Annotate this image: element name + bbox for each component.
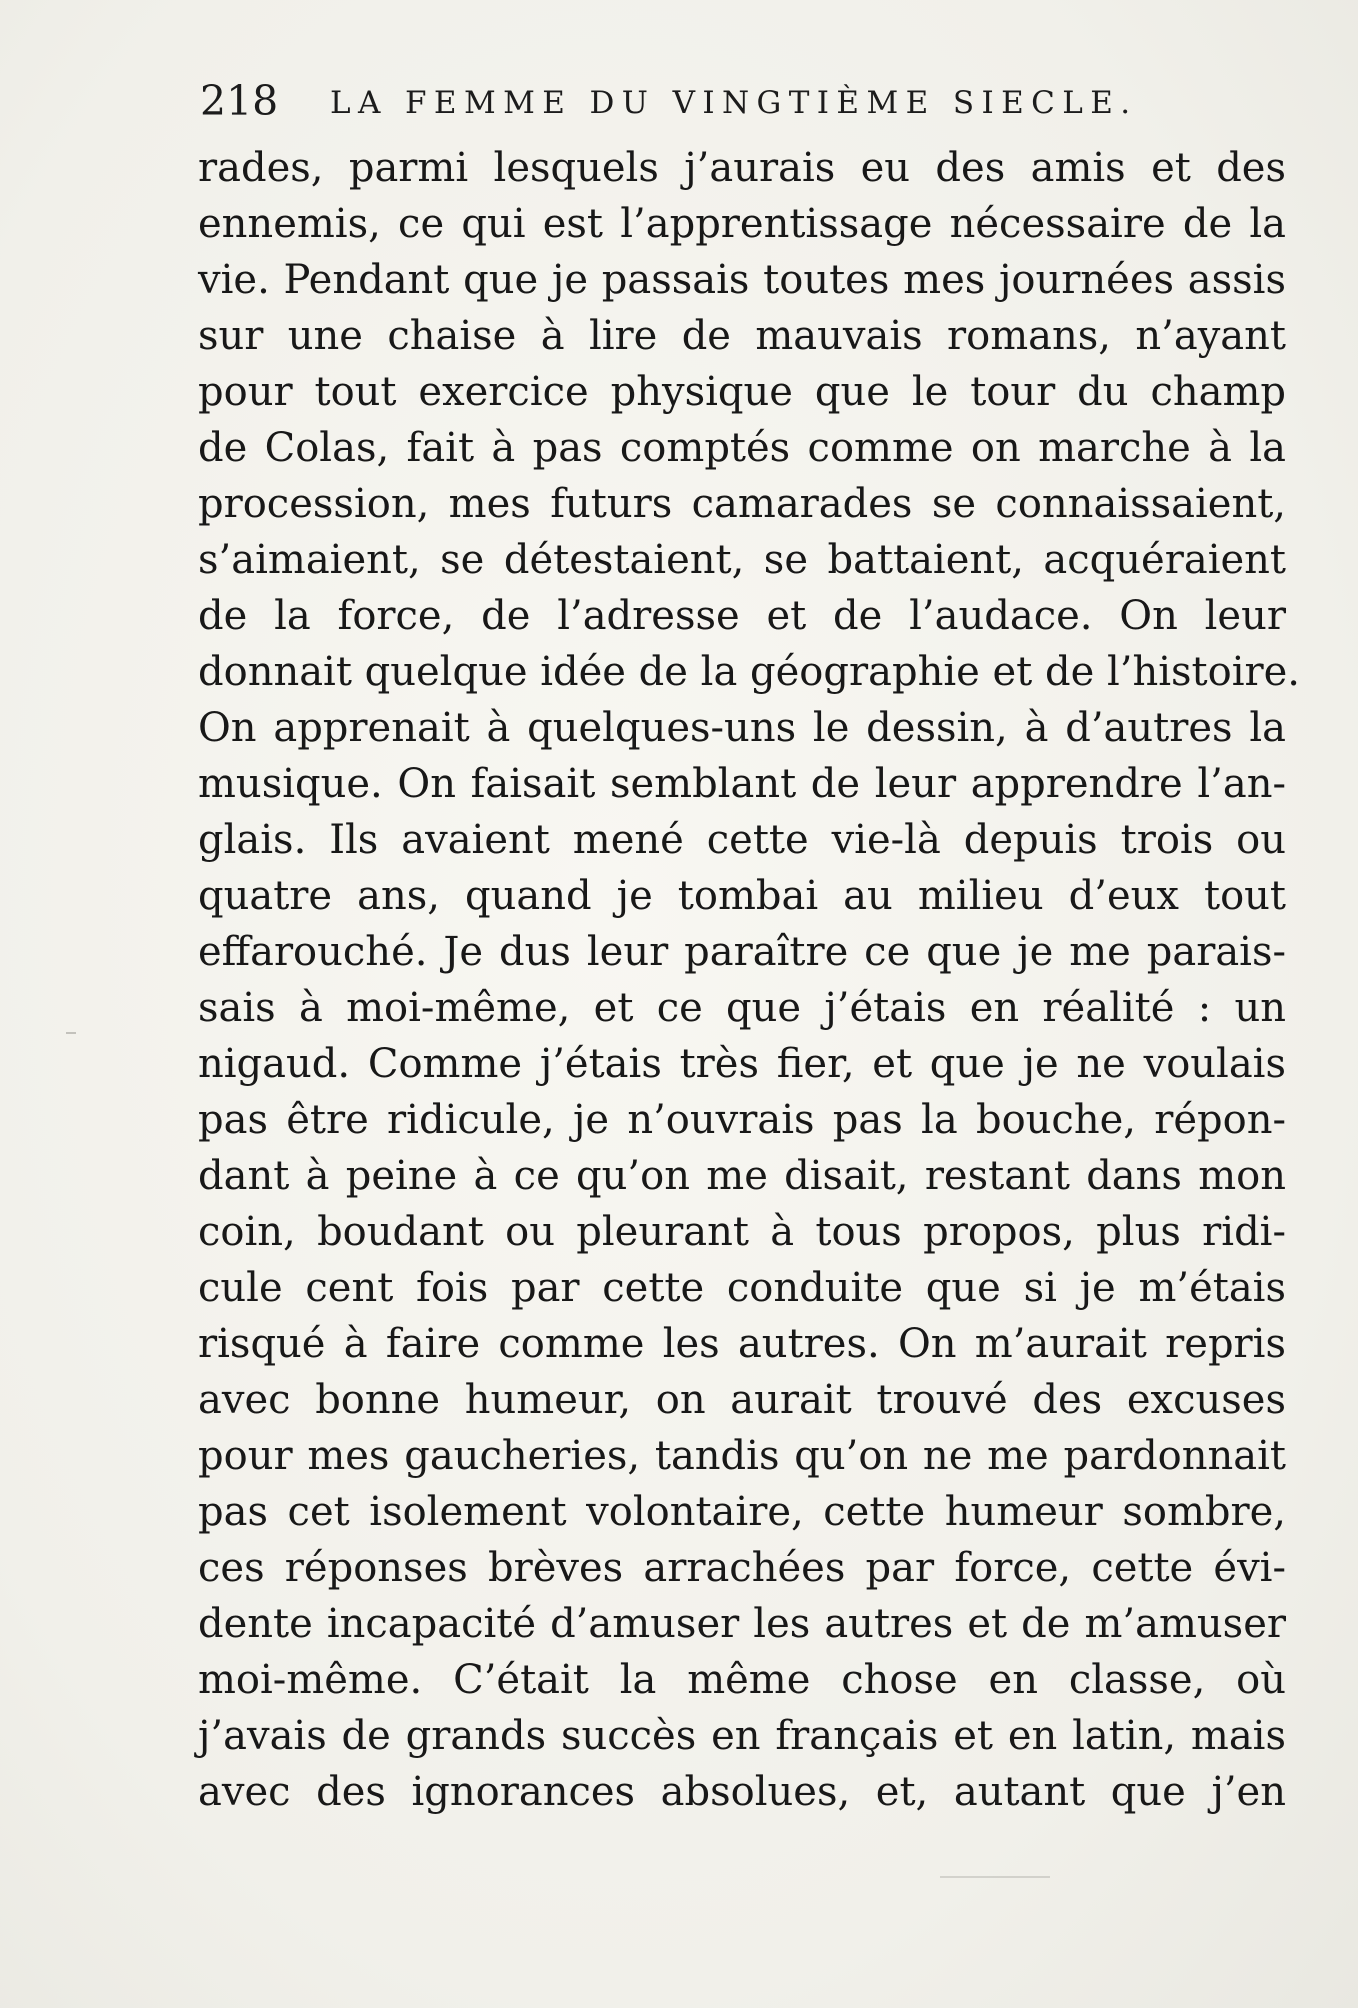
text-line: dant à peine à ce qu’on me disait, restant dans mon [198,1153,1286,1199]
text-line: ennemis, ce qui est l’apprentissage nécessaire de la [198,201,1286,247]
running-header [200,76,1290,126]
paper-smudge [66,1032,76,1034]
running-title: LA FEMME DU VINGTIÈME SIECLE. [330,85,1138,121]
text-line: sais à moi-même, et ce que j’étais en réalité : un [198,985,1286,1031]
text-line: donnait quelque idée de la géographie et de l’histoire. [198,649,1301,695]
text-line: dente incapacité d’amuser les autres et de m’amuser [198,1601,1286,1647]
text-line: rades, parmi lesquels j’aurais eu des amis et des [198,145,1286,191]
text-line: pour tout exercice physique que le tour du champ [198,369,1286,415]
text-line: pas être ridicule, je n’ouvrais pas la bouche, répon- [198,1097,1286,1143]
page-number: 218 [200,77,279,125]
text-line: On apprenait à quelques-uns le dessin, à d’autres la [198,705,1286,751]
text-line: moi-même. C’était la même chose en classe, où [198,1657,1286,1703]
text-line: de la force, de l’adresse et de l’audace. On leur [198,593,1286,639]
text-line: coin, boudant ou pleurant à tous propos, plus ridi- [198,1209,1286,1255]
text-line: musique. On faisait semblant de leur apprendre l’an- [198,761,1286,807]
text-line: procession, mes futurs camarades se connaissaient, [198,481,1286,527]
body-text [198,140,1301,1820]
text-line: effarouché. Je dus leur paraître ce que je me parais- [198,929,1286,975]
paper-smudge [940,1876,1050,1878]
text-line: avec bonne humeur, on aurait trouvé des excuses [198,1377,1286,1423]
text-line: sur une chaise à lire de mauvais romans, n’ayant [198,313,1286,359]
text-line: s’aimaient, se détestaient, se battaient, acquéraient [198,537,1286,583]
text-line: j’avais de grands succès en français et en latin, mais [198,1713,1286,1759]
text-line: risqué à faire comme les autres. On m’aurait repris [198,1321,1286,1367]
text-line: glais. Ils avaient mené cette vie-là depuis trois ou [198,817,1286,863]
text-line: de Colas, fait à pas comptés comme on marche à la [198,425,1286,471]
text-line: cule cent fois par cette conduite que si je m’étais [198,1265,1286,1311]
text-line: nigaud. Comme j’étais très fier, et que je ne voulais [198,1041,1286,1087]
text-line: pas cet isolement volontaire, cette humeur sombre, [198,1489,1286,1535]
text-line: quatre ans, quand je tombai au milieu d’eux tout [198,873,1286,919]
text-line: vie. Pendant que je passais toutes mes journées assis [198,257,1286,303]
text-line: ces réponses brèves arrachées par force, cette évi- [198,1545,1286,1591]
text-line: pour mes gaucheries, tandis qu’on ne me pardonnait [198,1433,1286,1479]
text-line: avec des ignorances absolues, et, autant que j’en [198,1769,1286,1815]
